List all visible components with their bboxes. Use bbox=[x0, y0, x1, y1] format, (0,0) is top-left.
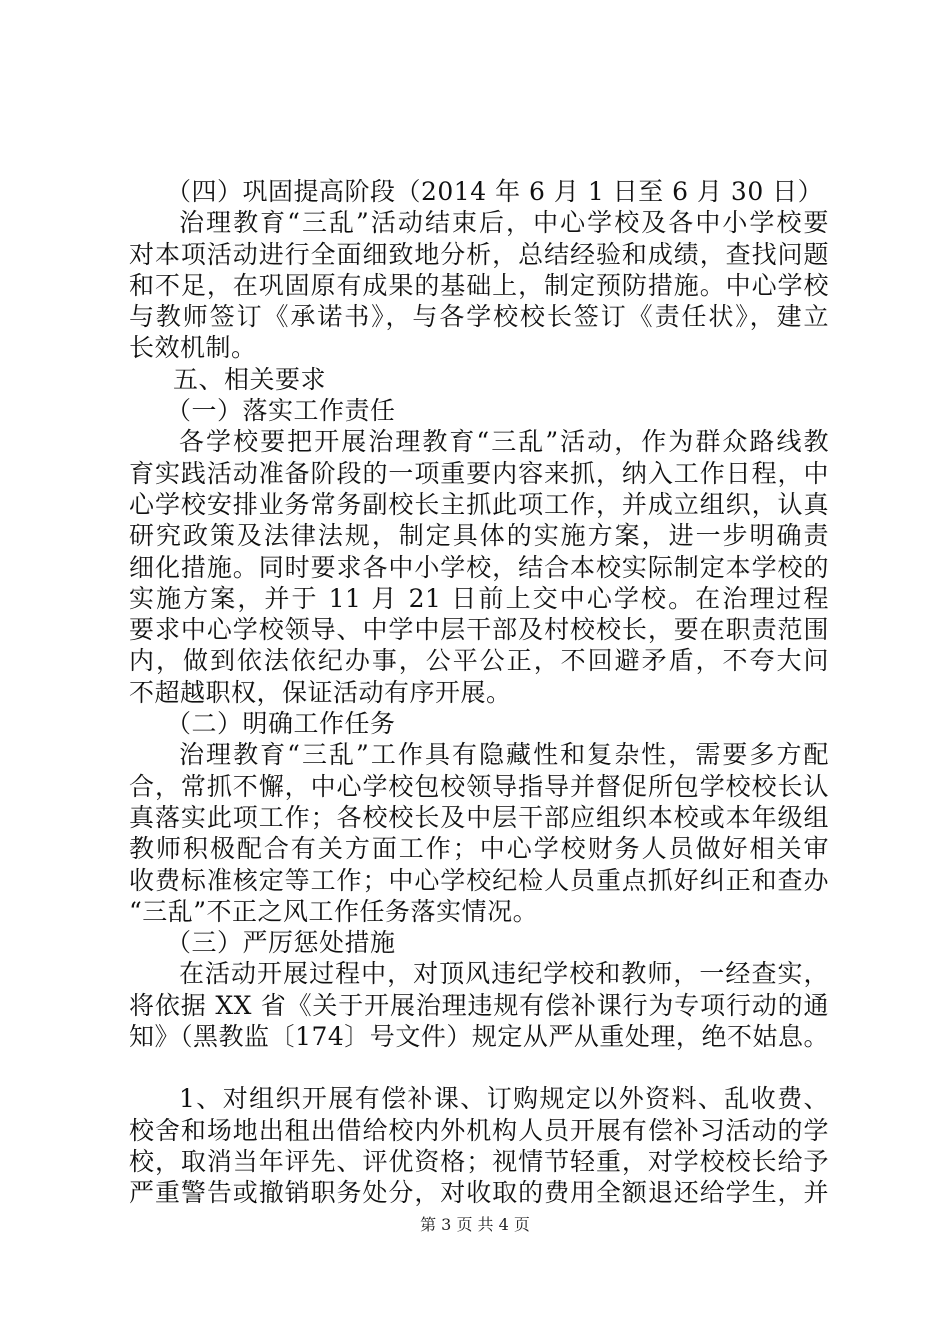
text-line: 各学校要把开展治理教育“三乱”活动，作为群众路线教 bbox=[179, 427, 829, 457]
text-line: （一）落实工作责任 bbox=[166, 396, 396, 426]
text-line: 校，取消当年评先、评优资格；视情节轻重，对学校校长给予 bbox=[129, 1146, 829, 1176]
text-line: 1、对组织开展有偿补课、订购规定以外资料、乱收费、 bbox=[179, 1084, 829, 1114]
text-line: 真落实此项工作；各校校长及中层干部应组织本校或本年级组 bbox=[129, 802, 829, 832]
paragraph-gap bbox=[129, 1052, 829, 1083]
text-line: 教师积极配合有关方面工作；中心学校财务人员做好相关审 bbox=[129, 834, 829, 864]
text-line: 严重警告或撤销职务处分，对收取的费用全额退还给学生，并 bbox=[129, 1178, 829, 1208]
text-line: 将依据 XX 省《关于开展治理违规有偿补课行为专项行动的通 bbox=[129, 990, 829, 1020]
text-line: （四）巩固提高阶段（2014 年 6 月 1 日至 6 月 30 日） bbox=[166, 177, 824, 206]
text-line: 要求中心学校领导、中学中层干部及村校校长，要在职责范围 bbox=[129, 615, 829, 645]
text-line: “三乱”不正之风工作任务落实情况。 bbox=[129, 896, 539, 926]
text-line: 治理教育“三乱”工作具有隐藏性和复杂性，需要多方配 bbox=[179, 740, 829, 770]
text-line: 和不足，在巩固原有成果的基础上，制定预防措施。中心学校 bbox=[129, 270, 829, 300]
text-line: 合，常抓不懈，中心学校包校领导指导并督促所包学校校长认 bbox=[129, 771, 829, 801]
text-line: 收费标准核定等工作；中心学校纪检人员重点抓好纠正和查办 bbox=[129, 865, 829, 895]
page-footer: 第 3 页 共 4 页 bbox=[420, 1215, 530, 1234]
text-line: 不超越职权，保证活动有序开展。 bbox=[129, 677, 512, 707]
text-line: （二）明确工作任务 bbox=[166, 709, 396, 739]
text-line: 实施方案，并于 11 月 21 日前上交中心学校。在治理过程 bbox=[129, 583, 829, 613]
text-line: 心学校安排业务常务副校长主抓此项工作，并成立组织，认真 bbox=[129, 489, 829, 519]
text-line: 知》（黑教监〔174〕号文件）规定从严从重处理，绝不姑息。 bbox=[129, 1022, 829, 1052]
text-line: 校舍和场地出租出借给校内外机构人员开展有偿补习活动的学 bbox=[129, 1115, 829, 1145]
text-line: 细化措施。同时要求各中小学校，结合本校实际制定本学校的 bbox=[129, 552, 829, 582]
text-line: 研究政策及法律法规，制定具体的实施方案，进一步明确责 bbox=[129, 521, 829, 551]
document-body bbox=[129, 176, 829, 1209]
text-line: 内，做到依法依纪办事，公平公正，不回避矛盾，不夸大问 bbox=[129, 646, 829, 676]
text-line: 长效机制。 bbox=[129, 333, 257, 363]
text-line: 治理教育“三乱”活动结束后，中心学校及各中小学校要 bbox=[179, 208, 829, 238]
text-line: 对本项活动进行全面细致地分析，总结经验和成绩，查找问题 bbox=[129, 239, 829, 269]
text-line: 育实践活动准备阶段的一项重要内容来抓，纳入工作日程，中 bbox=[129, 458, 829, 488]
text-line: （三）严厉惩处措施 bbox=[166, 928, 396, 958]
text-line: 在活动开展过程中，对顶风违纪学校和教师，一经查实， bbox=[179, 959, 829, 989]
text-line: 与教师签订《承诺书》，与各学校校长签订《责任状》，建立 bbox=[129, 302, 829, 332]
text-line: 五、相关要求 bbox=[173, 364, 327, 394]
